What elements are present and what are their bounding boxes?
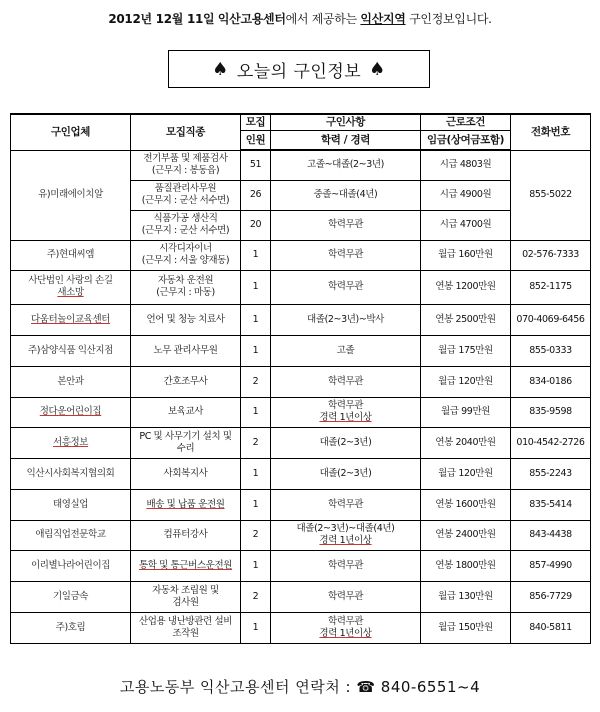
wage-cell: 연봉 1800만원	[421, 550, 511, 581]
count-cell: 1	[241, 489, 271, 520]
company-cell: 주)삼양식품 익산지점	[11, 335, 131, 366]
requirement-cell: 고졸~대졸(2~3년)	[271, 150, 421, 180]
count-cell: 1	[241, 612, 271, 643]
company-cell: 본안과	[11, 366, 131, 397]
job-cell: 통학 및 통근버스운전원	[131, 550, 241, 581]
count-cell: 1	[241, 270, 271, 304]
requirement-cell: 학력무관	[271, 581, 421, 612]
table-row	[11, 270, 591, 304]
wage-cell: 월급 130만원	[421, 581, 511, 612]
table-row	[11, 150, 591, 180]
header-line	[0, 10, 600, 27]
company-cell: 유)미래에이치알	[11, 150, 131, 240]
wage-cell: 월급 160만원	[421, 240, 511, 270]
job-cell: 노무 관리사무원	[131, 335, 241, 366]
company-cell: 태영실업	[11, 489, 131, 520]
company-cell: 서흥정보	[11, 427, 131, 458]
count-cell: 1	[241, 397, 271, 427]
table-row	[11, 612, 591, 643]
job-listing-table	[10, 113, 591, 644]
job-cell: 품질관리사무원 (근무지 : 군산 서수면)	[131, 180, 241, 210]
table-row	[11, 458, 591, 489]
requirement-cell: 고졸	[271, 335, 421, 366]
count-cell: 20	[241, 210, 271, 240]
table-row	[11, 397, 591, 427]
wage-cell: 연봉 2040만원	[421, 427, 511, 458]
header-conditions: 근로조건	[421, 114, 511, 130]
job-cell: 보육교사	[131, 397, 241, 427]
page-title-text: 오늘의 구인정보	[236, 61, 362, 82]
header-req-sub: 학력 / 경력	[271, 130, 421, 150]
requirement-cell: 학력무관	[271, 240, 421, 270]
company-cell: 기일금속	[11, 581, 131, 612]
table-row	[11, 304, 591, 335]
table-row	[11, 366, 591, 397]
phone-cell: 855-5022	[511, 150, 591, 240]
count-cell: 51	[241, 150, 271, 180]
header-company: 구인업체	[11, 114, 131, 150]
job-cell: 컴퓨터강사	[131, 520, 241, 550]
table-row	[11, 335, 591, 366]
wage-cell: 연봉 1600만원	[421, 489, 511, 520]
table-row	[11, 550, 591, 581]
requirement-cell: 학력무관 경력 1년이상	[271, 612, 421, 643]
wage-cell: 연봉 1200만원	[421, 270, 511, 304]
phone-cell: 835-9598	[511, 397, 591, 427]
footer-text: 고용노동부 익산고용센터 연락처 :	[119, 678, 357, 696]
wage-cell: 시급 4900원	[421, 180, 511, 210]
requirement-cell: 대졸(2~3년)	[271, 458, 421, 489]
job-cell: 식품가공 생산직 (근무지 : 군산 서수면)	[131, 210, 241, 240]
requirement-cell: 학력무관 경력 1년이상	[271, 397, 421, 427]
spade-icon: ♠	[212, 58, 229, 80]
phone-cell: 856-7729	[511, 581, 591, 612]
phone-cell: 855-2243	[511, 458, 591, 489]
requirement-cell: 중졸~대졸(4년)	[271, 180, 421, 210]
phone-cell: 855-0333	[511, 335, 591, 366]
phone-cell: 834-0186	[511, 366, 591, 397]
spade-icon: ♠	[369, 58, 386, 80]
company-cell: 다움터놀이교육센터	[11, 304, 131, 335]
count-cell: 2	[241, 581, 271, 612]
job-cell: 자동차 조립원 및 검사원	[131, 581, 241, 612]
phone-cell: 070-4069-6456	[511, 304, 591, 335]
header-center: 익산고용센터	[217, 12, 286, 26]
job-cell: 시각디자이너 (근무지 : 서울 양재동)	[131, 240, 241, 270]
table-row	[11, 520, 591, 550]
wage-cell: 월급 120만원	[421, 458, 511, 489]
header-requirements: 구인사항	[271, 114, 421, 130]
header-cond-sub: 임금(상여금포함)	[421, 130, 511, 150]
job-cell: PC 및 사무기기 설치 및 수리	[131, 427, 241, 458]
job-cell: 사회복지사	[131, 458, 241, 489]
requirement-cell: 학력무관	[271, 550, 421, 581]
requirement-cell: 대졸(2~3년)~박사	[271, 304, 421, 335]
wage-cell: 시급 4700원	[421, 210, 511, 240]
table-row	[11, 581, 591, 612]
count-cell: 2	[241, 366, 271, 397]
job-cell: 전기부품 및 제품검사 (근무지 : 봉동읍)	[131, 150, 241, 180]
header-recruit-top: 모집	[241, 114, 271, 130]
header-text-end: 구인정보입니다.	[405, 12, 492, 26]
wage-cell: 월급 175만원	[421, 335, 511, 366]
job-cell: 언어 및 청능 치료사	[131, 304, 241, 335]
requirement-cell: 학력무관	[271, 270, 421, 304]
wage-cell: 시급 4803원	[421, 150, 511, 180]
phone-cell: 857-4990	[511, 550, 591, 581]
count-cell: 2	[241, 427, 271, 458]
count-cell: 1	[241, 240, 271, 270]
header-text-mid: 에서 제공하는	[285, 12, 357, 26]
header-region: 익산지역	[360, 12, 406, 26]
requirement-cell: 대졸(2~3년)~대졸(4년) 경력 1년이상	[271, 520, 421, 550]
telephone-icon: ☎	[356, 678, 376, 696]
job-cell: 자동차 운전원 (근무지 : 마동)	[131, 270, 241, 304]
table-row	[11, 240, 591, 270]
requirement-cell: 대졸(2~3년)	[271, 427, 421, 458]
page-title	[168, 50, 430, 88]
table-row	[11, 489, 591, 520]
company-cell: 애림직업전문학교	[11, 520, 131, 550]
wage-cell: 연봉 2400만원	[421, 520, 511, 550]
count-cell: 1	[241, 304, 271, 335]
wage-cell: 월급 120만원	[421, 366, 511, 397]
header-job: 모집직종	[131, 114, 241, 150]
wage-cell: 월급 99만원	[421, 397, 511, 427]
job-cell: 산업용 냉난방관련 설비 조작원	[131, 612, 241, 643]
job-cell: 간호조무사	[131, 366, 241, 397]
company-cell: 이리별나라어린이집	[11, 550, 131, 581]
company-cell: 주)현대씨엠	[11, 240, 131, 270]
company-cell: 사단법인 사랑의 손길 새소망	[11, 270, 131, 304]
count-cell: 1	[241, 550, 271, 581]
company-cell: 익산시사회복지협의회	[11, 458, 131, 489]
requirement-cell: 학력무관	[271, 366, 421, 397]
table-row	[11, 427, 591, 458]
phone-cell: 835-5414	[511, 489, 591, 520]
header-date: 2012년 12월 11일	[108, 12, 215, 26]
footer-phone: 840-6551~4	[375, 678, 481, 696]
phone-cell: 010-4542-2726	[511, 427, 591, 458]
count-cell: 1	[241, 458, 271, 489]
header-phone: 전화번호	[511, 114, 591, 150]
phone-cell: 852-1175	[511, 270, 591, 304]
requirement-cell: 학력무관	[271, 210, 421, 240]
count-cell: 2	[241, 520, 271, 550]
phone-cell: 02-576-7333	[511, 240, 591, 270]
count-cell: 26	[241, 180, 271, 210]
company-cell: 주)호림	[11, 612, 131, 643]
phone-cell: 843-4438	[511, 520, 591, 550]
company-cell: 정다운어린이집	[11, 397, 131, 427]
header-recruit-bottom: 인원	[241, 130, 271, 150]
requirement-cell: 학력무관	[271, 489, 421, 520]
job-cell: 배송 및 납품 운전원	[131, 489, 241, 520]
footer-contact	[0, 676, 600, 697]
count-cell: 1	[241, 335, 271, 366]
wage-cell: 연봉 2500만원	[421, 304, 511, 335]
wage-cell: 월급 150만원	[421, 612, 511, 643]
phone-cell: 840-5811	[511, 612, 591, 643]
